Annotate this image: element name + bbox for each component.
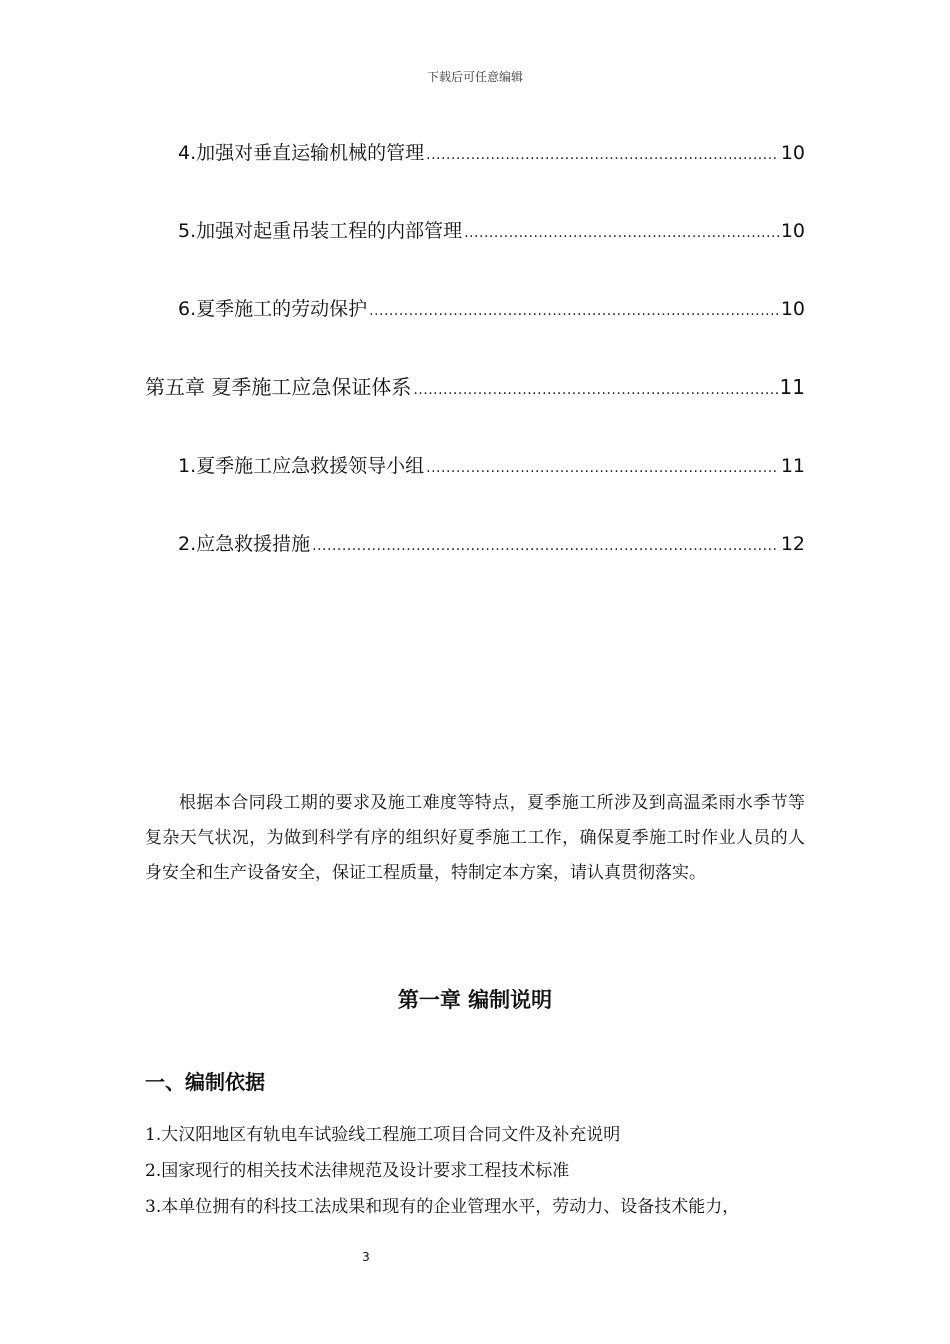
basis-list-item: 1.大汉阳地区有轨电车试验线工程施工项目合同文件及补充说明 [145, 1125, 621, 1145]
toc-entry-title: 第五章 夏季施工应急保证体系 [145, 375, 412, 399]
toc-entry-page: 12 [780, 533, 805, 555]
toc-entry-title: 1.夏季施工应急救援领导小组 [178, 455, 425, 477]
page-header: 下载后可任意编辑 [426, 70, 523, 84]
toc-entry-page: 10 [780, 298, 805, 320]
toc-entry[interactable] [178, 216, 805, 243]
page-number: 3 [362, 1250, 370, 1264]
toc-entry[interactable] [178, 529, 805, 556]
toc-chapter-entry[interactable] [145, 371, 805, 400]
toc-leader-dots [312, 538, 779, 554]
toc-entry-page: 11 [779, 375, 805, 399]
toc-leader-dots [426, 460, 779, 476]
chapter-title: 第一章 编制说明 [397, 988, 553, 1012]
intro-paragraph: 根据本合同段工期的要求及施工难度等特点，夏季施工所涉及到高温柔雨水季节等复杂天气状况，为做到科学有序的组织好夏季施工工作，确保夏季施工时作业人员的人身安全和生产设备安全，保证工程质量，特制定本方案，请认真贯彻落实。 [145, 793, 805, 883]
basis-list-item: 2.国家现行的相关技术法律规范及设计要求工程技术标准 [145, 1161, 570, 1181]
toc-entry[interactable] [178, 138, 805, 165]
toc-entry-page: 10 [780, 220, 805, 242]
section-title: 一、编制依据 [145, 1070, 265, 1094]
toc-leader-dots [413, 382, 777, 398]
toc-entry-title: 6.夏季施工的劳动保护 [178, 298, 368, 320]
toc-entry-title: 2.应急救援措施 [178, 533, 311, 555]
toc-entry-title: 5.加强对起重吊装工程的内部管理 [178, 220, 463, 242]
toc-entry-page: 10 [780, 142, 805, 164]
toc-entry-title: 4.加强对垂直运输机械的管理 [178, 142, 425, 164]
toc-leader-dots [464, 225, 779, 241]
toc-entry-page: 11 [780, 455, 805, 477]
toc-leader-dots [369, 303, 779, 319]
toc-entry[interactable] [178, 451, 805, 478]
basis-list-item: 3.本单位拥有的科技工法成果和现有的企业管理水平，劳动力、设备技术能力， [145, 1197, 740, 1217]
toc-entry[interactable] [178, 294, 805, 321]
toc-leader-dots [426, 147, 779, 163]
